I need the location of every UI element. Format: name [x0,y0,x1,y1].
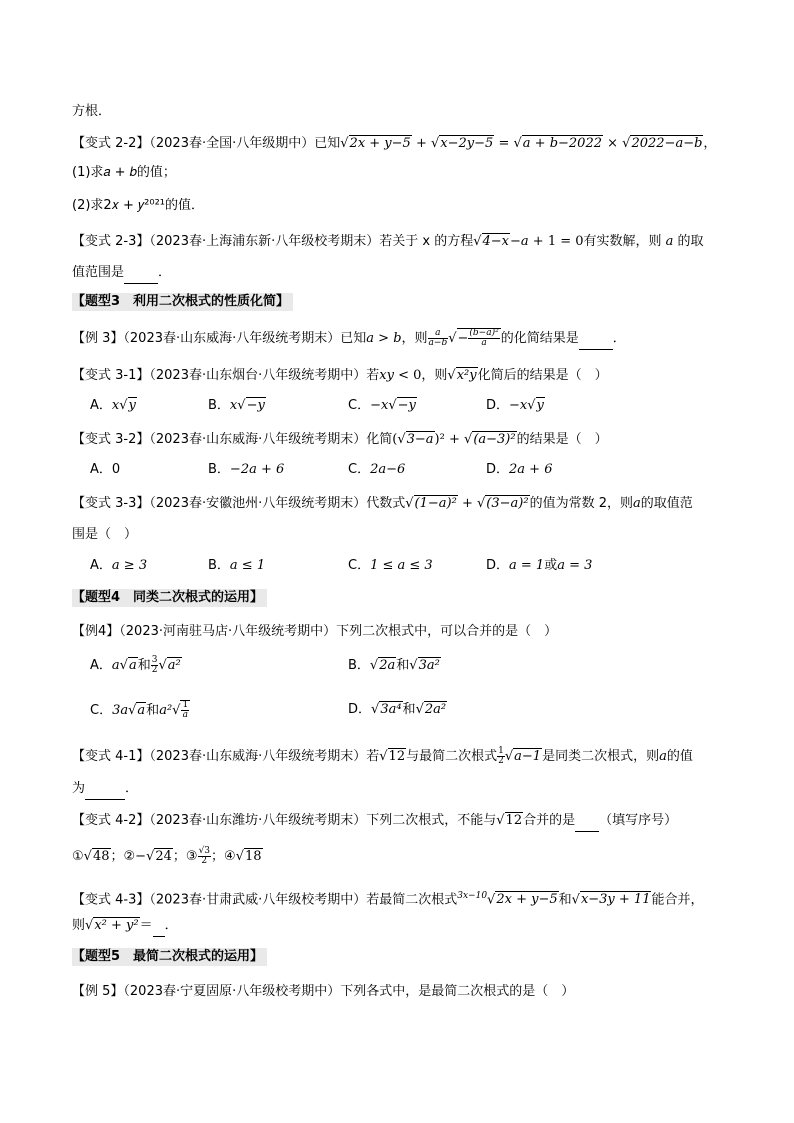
variant-4-2-items: ①√48；②−√24；③ $\frac{√3}{2}$ ；④√18 [72,846,262,866]
problem-label: 【例 5】 [72,984,124,999]
problem-source: （2023春·甘肃武威·八年级校考期中） [149,892,367,908]
answer-blank[interactable] [153,916,165,937]
variant-4-3-cont: 则√x² + y²＝ ． [72,916,722,937]
variant-4-2: 【变式 4-2】（2023春·山东潍坊·八年级统考期末）下列二次根式，不能与√12合并的是 （填写序号） [72,811,722,832]
problem-label: 【变式 4-3】 [72,892,150,908]
option-b[interactable]: B．−2a + 6 [208,462,285,477]
problem-label: 【例4】 [72,624,120,639]
problem-label: 【变式 4-2】 [72,813,150,828]
option-c[interactable]: C．3a√a和a²√ $\frac{1}{a}$ [90,700,189,720]
example-3: 【例 3】（2023春·山东威海·八年级统考期末）已知a > b，则 $\frac{a}{a-b}$ √− $\frac{\text{(b−a)²}}{a}$ 的化简结果是 ． [72,328,626,348]
variant-2-2-q1: (1)求𝑎 + 𝑏的值； [72,165,176,180]
option-d[interactable]: D．√3a⁴和√2a² [348,702,447,717]
option-c[interactable]: C．1 ≤ a ≤ 3 [348,558,433,573]
problem-source: （2023春·上海浦东新·八年级校考期末） [149,234,380,249]
variant-3-3: 【变式 3-3】（2023春·安徽池州·八年级统考期末）代数式√(1−a)² + √(3−a)²的值为常数 2，则a的取值范 [72,496,693,511]
topic-heading-4: 【题型4 同类二次根式的运用】 [72,589,267,607]
topic-heading-3: 【题型3 利用二次根式的性质化简】 [72,293,293,311]
answer-blank[interactable] [85,779,125,800]
example-5: 【例 5】（2023春·宁夏固原·八年级校考期中）下列各式中，是最简二次根式的是（ ） [72,984,575,999]
option-b[interactable]: B．√2a和√3a² [348,658,440,673]
variant-4-1-cont: 为 ． [72,779,722,800]
problem-source: （2023春·全国·八年级期中） [149,136,315,151]
problem-label: 【变式 2-3】 [72,234,150,249]
problem-stem: 已知 [314,136,341,151]
problem-source: （2023春·山东威海·八年级统考期末） [123,331,341,346]
problem-source: （2023春·山东潍坊·八年级统考期末） [149,813,367,828]
problem-label: 【变式 2-2】 [72,136,150,151]
problem-label: 【例 3】 [72,331,124,346]
option-d[interactable]: D．a = 1或a = 3 [486,558,593,573]
option-a[interactable]: A．a ≥ 3 [90,558,148,573]
variant-3-3-cont: 围是（ ） [72,527,138,542]
problem-label: 【变式 3-3】 [72,496,150,511]
problem-source: （2023春·山东威海·八年级统考期末） [149,432,367,447]
variant-2-2-q2: (2)求2𝑥 + 𝑦²⁰²¹的值． [72,198,205,213]
option-c[interactable]: C．2a−6 [348,462,406,477]
problem-label: 【变式 4-1】 [72,749,150,764]
option-b[interactable]: B．a ≤ 1 [208,558,266,573]
answer-blank[interactable] [579,329,613,350]
variant-4-3: 【变式 4-3】（2023春·甘肃武威·八年级校考期中）若最简二次根式$^{3x-10}$√2x + y−5和√x−3y + 11能合并， [72,891,704,908]
option-b[interactable]: B．x√−y [208,398,265,413]
problem-source: （2023春·安徽池州·八年级统考期末） [149,496,367,511]
variant-4-1: 【变式 4-1】（2023春·山东威海·八年级统考期末）若√12与最简二次根式 $\frac{1}{2}$ √a−1是同类二次根式，则a的值 [72,746,693,766]
intro-fragment: 方根． [72,104,112,119]
example-4: 【例4】（2023·河南驻马店·八年级统考期中）下列二次根式中，可以合并的是（ ） [72,624,558,639]
variant-2-3-cont: 值范围是 ． [72,263,722,284]
answer-blank[interactable] [575,811,599,832]
variant-3-1: 【变式 3-1】（2023春·山东烟台·八年级统考期中）若xy < 0，则√x²y化简后的结果是（ ） [72,368,608,383]
problem-source: （2023·河南驻马店·八年级统考期中） [119,624,337,639]
variant-3-2: 【变式 3-2】（2023春·山东威海·八年级统考期末）化简(√3−a)² + √(a−3)²的结果是（ ） [72,432,608,447]
problem-label: 【变式 3-2】 [72,432,150,447]
option-c[interactable]: C．−x√−y [348,398,416,413]
problem-source: （2023春·山东威海·八年级统考期末） [149,749,367,764]
variant-2-3: 【变式 2-3】（2023春·上海浦东新·八年级校考期末）若关于 x 的方程√4−x−a + 1 = 0有实数解，则 a 的取 [72,234,704,249]
problem-source: （2023春·山东烟台·八年级统考期中） [149,368,367,383]
option-a[interactable]: A．a√a和 $\frac{3}{2}$ √a² [90,655,181,675]
problem-label: 【变式 3-1】 [72,368,150,383]
option-d[interactable]: D．−x√y [486,398,544,413]
option-d[interactable]: D．2a + 6 [486,462,553,477]
option-a[interactable]: A．0 [90,462,121,477]
problem-source: （2023春·宁夏固原·八年级校考期中） [123,984,341,999]
variant-2-2: 【变式 2-2】（2023春·全国·八年级期中）已知√2x + y−5 + √x−2y−5 = √a + b−2022 × √2022−a−b， [72,136,717,151]
topic-heading-5: 【题型5 最简二次根式的运用】 [72,948,267,966]
option-a[interactable]: A．x√y [90,398,136,413]
answer-blank[interactable] [124,263,158,284]
